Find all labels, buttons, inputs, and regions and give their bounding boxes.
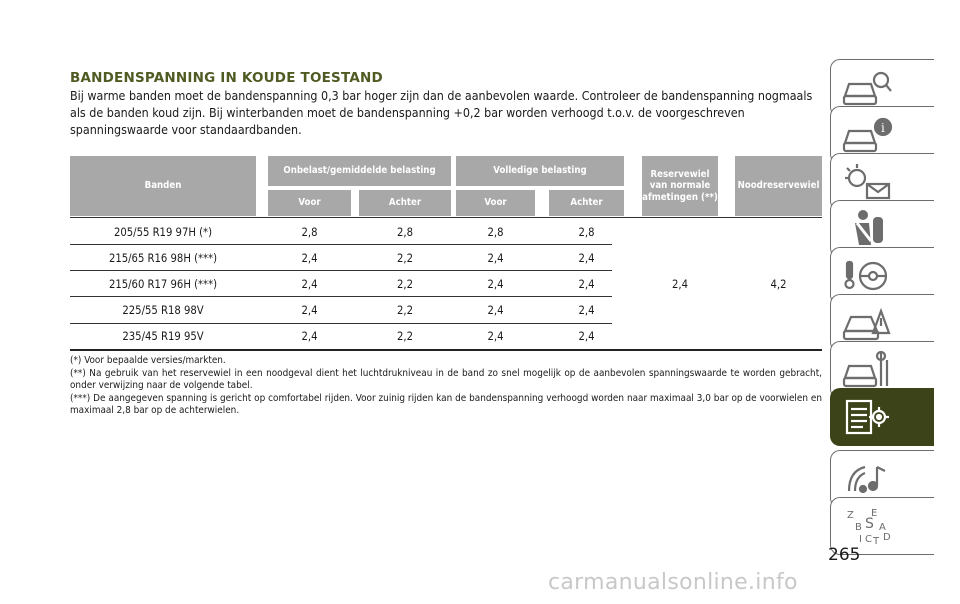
pressure-value: 2,2 [396, 330, 413, 343]
svg-text:B: B [855, 522, 862, 533]
pressure-value: 2,4 [487, 252, 504, 265]
tab-technical-data[interactable] [830, 388, 934, 446]
tyre-size: 205/55 R19 97H (*) [113, 226, 213, 239]
car-info-icon [841, 113, 893, 157]
tyre-size: 215/60 R17 96H (***) [108, 278, 218, 291]
car-search-icon [841, 66, 893, 110]
svg-text:E: E [871, 508, 878, 519]
index-icon [841, 504, 893, 548]
pressure-value: 2,8 [487, 226, 504, 239]
page-number: 265 [828, 545, 861, 565]
car-service-icon [841, 348, 893, 392]
pressure-value: 2,2 [396, 304, 413, 317]
pressure-value: 2,8 [396, 226, 413, 239]
header-full-load: Volledige belasting [456, 156, 624, 186]
header-spare-normal: Reservewiel van normale afmetingen (**) [642, 156, 718, 216]
warning-lights-icon [841, 160, 893, 204]
tyre-size: 225/55 R18 98V [122, 304, 204, 317]
tyre-size: 235/45 R19 95V [122, 330, 204, 343]
emergency-spare-value: 4,2 [770, 278, 787, 291]
pressure-value: 2,4 [578, 330, 595, 343]
multimedia-icon [841, 457, 893, 501]
header-full-rear: Achter [549, 190, 624, 216]
pressure-value: 2,4 [301, 278, 318, 291]
header-unladen-front: Voor [268, 190, 351, 216]
pressure-value: 2,4 [578, 278, 595, 291]
header-unladen: Onbelast/gemiddelde belasting [268, 156, 451, 186]
section-heading: BANDENSPANNING IN KOUDE TOESTAND [70, 70, 383, 86]
header-unladen-rear: Achter [359, 190, 451, 216]
pressure-value: 2,8 [301, 226, 318, 239]
pressure-value: 2,4 [487, 278, 504, 291]
pressure-value: 2,4 [487, 330, 504, 343]
svg-text:D: D [883, 532, 891, 543]
pressure-value: 2,4 [301, 330, 318, 343]
pressure-value: 2,4 [301, 304, 318, 317]
pressure-value: 2,4 [578, 304, 595, 317]
svg-text:I: I [859, 534, 862, 545]
tyre-size: 215/65 R16 98H (***) [108, 252, 218, 265]
watermark: carmanualsonline.info [548, 570, 798, 595]
safety-belt-icon [841, 207, 893, 251]
pressure-value: 2,4 [578, 252, 595, 265]
pressure-value: 2,4 [487, 304, 504, 317]
pressure-value: 2,2 [396, 278, 413, 291]
footnote: (*) Voor bepaalde versies/markten. [70, 355, 226, 366]
spare-wheel-value: 2,4 [671, 278, 688, 291]
svg-text:S: S [865, 516, 874, 532]
svg-text:T: T [873, 536, 880, 547]
header-full-front: Voor [456, 190, 535, 216]
pressure-value: 2,2 [396, 252, 413, 265]
pressure-value: 2,4 [301, 252, 318, 265]
pressure-value: 2,8 [578, 226, 595, 239]
svg-text:Z: Z [847, 510, 854, 521]
footnote: (**) Na gebruik van het reservewiel in een noodgeval dient het luchtdrukniveau in de band zo snel mogelijk op de aanbevolen spanningswaarde te worden gebracht, onder verwijzing naar de volgende tabel. [70, 367, 822, 392]
svg-text:C: C [865, 534, 872, 545]
technical-data-icon [841, 395, 893, 439]
footnotes [70, 355, 822, 418]
breakdown-icon [841, 301, 893, 345]
header-banden: Banden [70, 156, 256, 216]
svg-text:A: A [879, 522, 886, 533]
steering-wheel-icon [841, 254, 893, 298]
svg-text:i: i [881, 121, 885, 135]
intro-paragraph: Bij warme banden moet de bandenspanning 0,3 bar hoger zijn dan de aanbevolen waarde. Controleer de bandenspanning nogmaals als de banden koud zijn. Bij winterbanden moet de bandenspanning +0,2 bar worden verhoogd t.o.v. de voorgeschreven spanningswaarde voor standaardbanden. [70, 88, 813, 137]
header-emergency-spare: Noodreservewiel [735, 156, 822, 216]
footnote: (***) De aangegeven spanning is gericht op comfortabel rijden. Voor zuinig rijden kan de bandenspanning verhoogd worden naar maximaal 3,0 bar op de voorwielen en maximaal 2,8 bar op de achterwielen. [70, 392, 822, 417]
